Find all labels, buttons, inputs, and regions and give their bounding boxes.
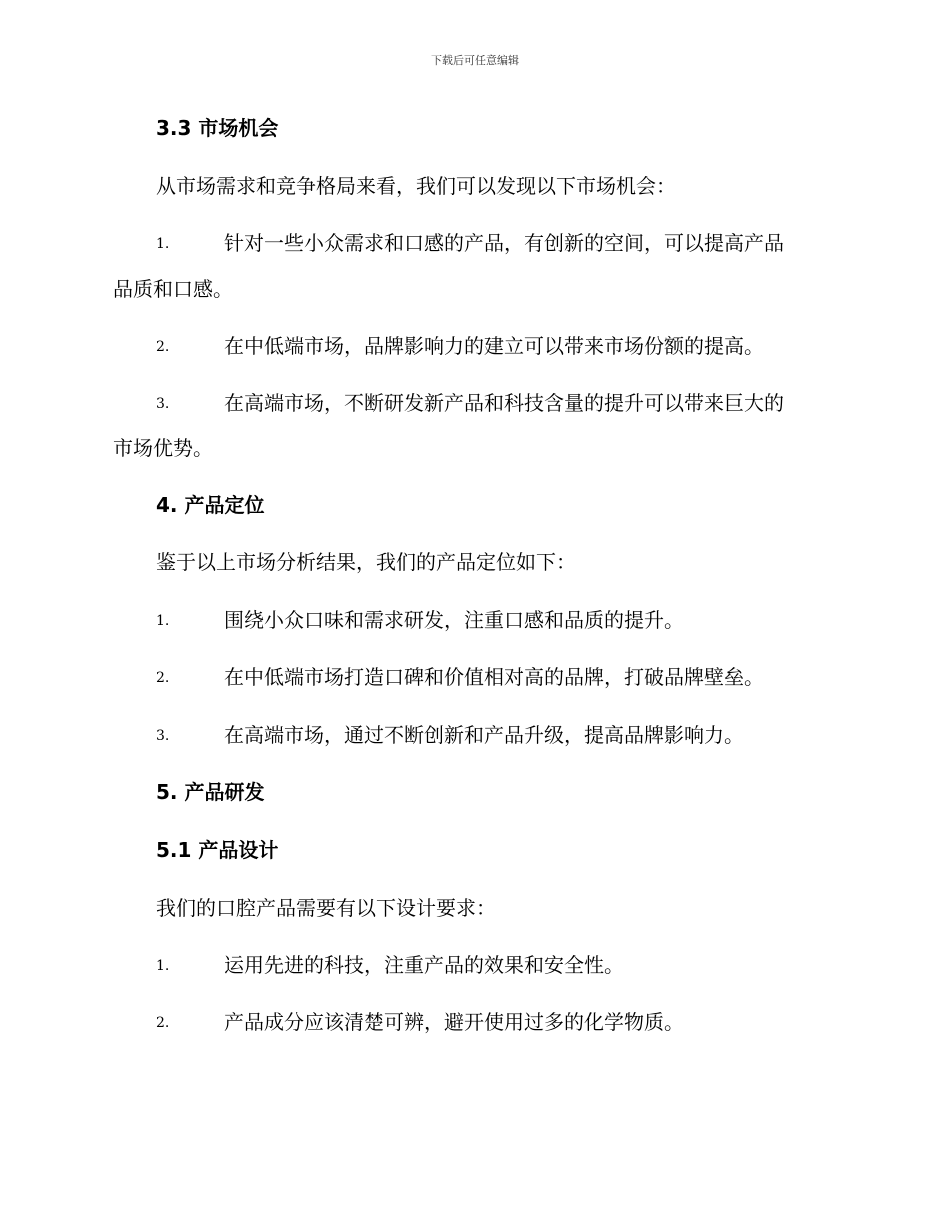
list-item-number: 1. <box>156 613 170 629</box>
list-item-number: 1. <box>156 236 170 252</box>
list-item-number: 1. <box>156 958 170 974</box>
list-item-text: 针对一些小众需求和口感的产品，有创新的空间，可以提高产品 <box>224 231 784 255</box>
paragraph-intro-5-1: 我们的口腔产品需要有以下设计要求： <box>156 896 496 920</box>
section-heading-3-3: 3.3 市场机会 <box>156 116 279 140</box>
paragraph-intro-3-3: 从市场需求和竞争格局来看，我们可以发现以下市场机会： <box>156 174 676 198</box>
paragraph-intro-4: 鉴于以上市场分析结果，我们的产品定位如下： <box>156 550 576 574</box>
section-heading-5-1: 5.1 产品设计 <box>156 838 279 862</box>
list-item-number: 2. <box>156 339 170 355</box>
page-header-note: 下载后可任意编辑 <box>431 54 519 67</box>
list-item-text: 在高端市场，不断研发新产品和科技含量的提升可以带来巨大的 <box>224 391 784 415</box>
list-item-number: 3. <box>156 396 170 412</box>
section-heading-4: 4. 产品定位 <box>156 493 265 517</box>
section-heading-5: 5. 产品研发 <box>156 780 265 804</box>
list-item-number: 2. <box>156 1015 170 1031</box>
list-item-text: 围绕小众口味和需求研发，注重口感和品质的提升。 <box>224 608 684 632</box>
list-item-number: 3. <box>156 728 170 744</box>
list-item-text: 产品成分应该清楚可辨，避开使用过多的化学物质。 <box>224 1010 684 1034</box>
list-item-text: 在中低端市场打造口碑和价值相对高的品牌，打破品牌壁垒。 <box>224 665 764 689</box>
list-item-continuation: 品质和口感。 <box>113 277 233 301</box>
list-item-number: 2. <box>156 670 170 686</box>
list-item-text: 在高端市场，通过不断创新和产品升级，提高品牌影响力。 <box>224 723 744 747</box>
list-item-continuation: 市场优势。 <box>113 436 213 460</box>
list-item-text: 在中低端市场，品牌影响力的建立可以带来市场份额的提高。 <box>224 334 764 358</box>
list-item-text: 运用先进的科技，注重产品的效果和安全性。 <box>224 953 624 977</box>
